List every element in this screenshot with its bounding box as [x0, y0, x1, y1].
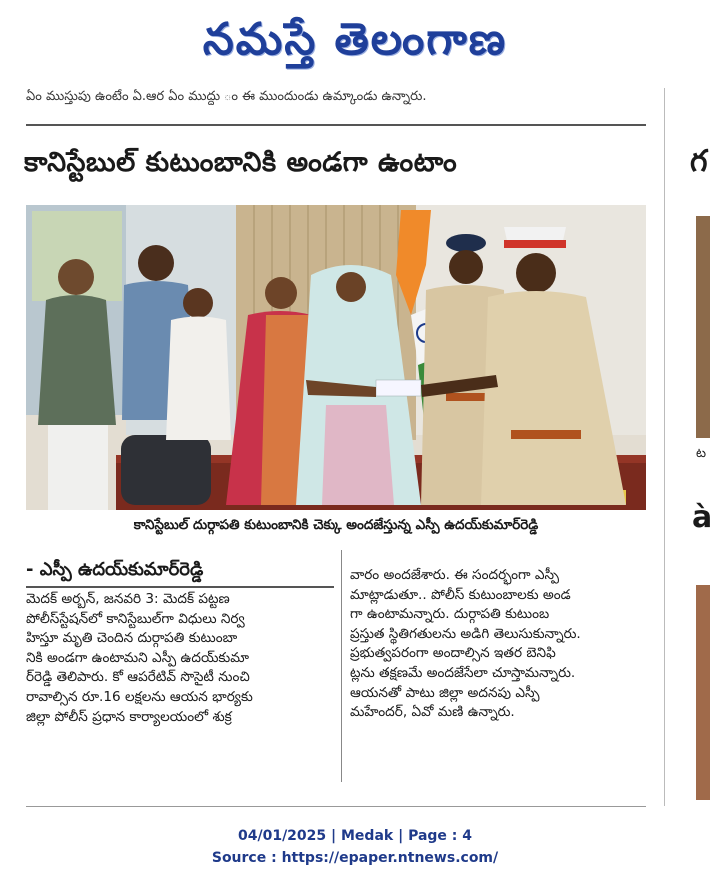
- body-line: ట్లను తక్షణమే అందజేసేలా చూస్తామన్నారు.: [350, 664, 576, 681]
- side-divider: [664, 88, 665, 806]
- body-line: జిల్లా పోలీస్ ప్రధాన కార్యాలయంలో శుక్ర: [26, 708, 232, 725]
- adjacent-photo: [696, 216, 710, 438]
- body-line: నికి అండగా ఉంటామని ఎస్పీ ఉదయ్‌కుమా: [26, 649, 249, 666]
- body-line: ఆయనతో పాటు జిల్లా అదనపు ఎస్పీ: [350, 684, 540, 701]
- previous-story-tail: ఏం ముస్తుపు ఉంటేం ఏ.ఆర ఏం ముద్దు ం ఈ ముందుండు ఉమ్కాండు ఉన్నారు.: [26, 89, 427, 104]
- body-line: ప్రస్తుత స్థితిగతులను అడిగి తెలుసుకున్నారు.: [350, 625, 581, 642]
- body-line: మాట్లాడుతూ.. పోలీస్ కుటుంబాలకు అండ: [350, 586, 571, 603]
- article-headline: కానిస్టేబుల్ కుటుంబానికి అండగా ఉంటాం: [24, 147, 458, 178]
- page-footer: [0, 825, 710, 869]
- source-link[interactable]: Source : https://epaper.ntnews.com/: [211, 850, 499, 866]
- body-line: మహేందర్, ఏవో మణి ఉన్నారు.: [350, 704, 515, 721]
- top-rule: [26, 124, 646, 126]
- edition-info: 04/01/2025 | Medak | Page : 4: [237, 828, 473, 844]
- adjacent-headline-fragment-2: à: [692, 500, 712, 535]
- body-line: గా ఉంటామన్నారు. దుర్గాపతి కుటుంబ: [350, 606, 550, 623]
- body-line: ప్రభుత్వపరంగా అందాల్సిన ఇతర బెనిఫి: [350, 645, 556, 662]
- body-line: పోలీస్‌స్టేషన్‌లో కానిస్టేబుల్‌గా విధులు నిర్వ: [26, 610, 245, 627]
- adjacent-photo-2: [696, 585, 710, 800]
- column-divider: [341, 550, 342, 782]
- article-photo: [26, 205, 646, 510]
- body-line: హిస్తూ మృతి చెందిన దుర్గాపతి కుటుంబా: [26, 630, 238, 647]
- bottom-rule: [26, 806, 646, 807]
- body-line: వారం అందజేశారు. ఈ సందర్భంగా ఎస్పీ: [350, 567, 559, 583]
- body-line: రావాల్సిన రూ.16 లక్షలను ఆయన భార్యకు: [26, 688, 253, 705]
- body-line: మెదక్ అర్బన్, జనవరి 3: మెదక్ పట్టణ: [26, 591, 230, 607]
- adjacent-text-fragment: ట: [696, 446, 707, 461]
- article-column-2: [350, 566, 646, 723]
- adjacent-story-sliver: [682, 0, 710, 810]
- byline: - ఎస్పీ ఉదయ్‌కుమార్‌రెడ్డి: [26, 559, 204, 580]
- photo-caption: కానిస్టేబుల్ దుర్గాపతి కుటుంబానికి చెక్కు అందజేస్తున్న ఎస్పీ ఉదయ్‌కుమార్‌రెడ్డి: [133, 517, 539, 533]
- masthead-title: నమస్తే తెలంగాణ: [202, 14, 508, 65]
- article-column-1: [26, 590, 336, 727]
- masthead: [0, 0, 710, 90]
- body-line: ర్‌రెడ్డి తెలిపారు. కో ఆపరేటివ్ సొసైటీ నుంచి: [26, 669, 250, 686]
- adjacent-headline-fragment: గ: [690, 144, 708, 179]
